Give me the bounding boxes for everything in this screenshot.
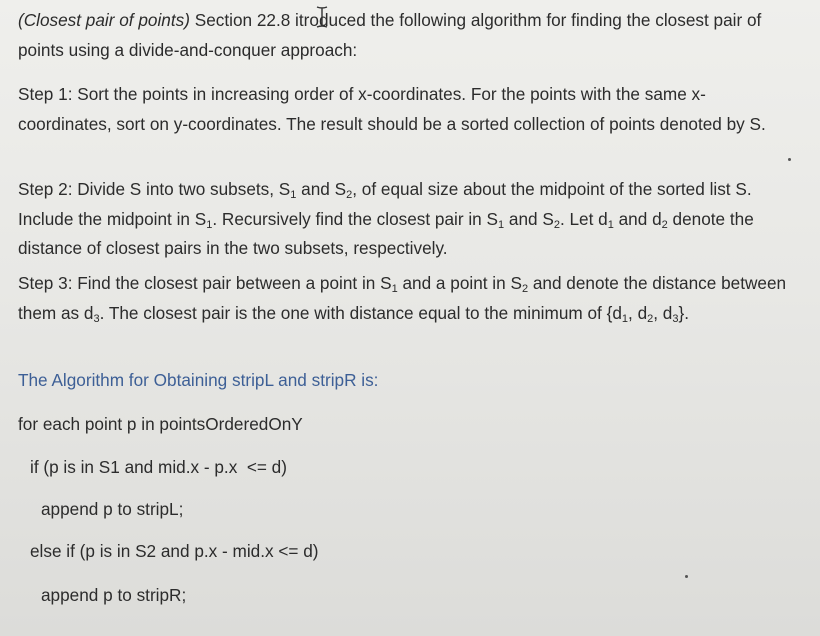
code-line-4: else if (p is in S2 and p.x - mid.x <= d) — [30, 541, 319, 561]
text-cursor-icon — [315, 6, 329, 28]
code-line-2: if (p is in S1 and mid.x - p.x <= d) — [30, 457, 287, 477]
code-line-1: for each point p in pointsOrderedOnY — [18, 414, 303, 434]
algorithm-heading: The Algorithm for Obtaining stripL and stripR is: — [18, 370, 379, 390]
step3-paragraph: Step 3: Find the closest pair between a point in $S_1$ and a point in $S_2$ and denote the distance between them as $d_3$. The closest pair is the one with distance equal to the minimum of {$d_1$, $d_2$, $d_3$}. — [18, 273, 787, 325]
code-line-5: append p to stripR; — [41, 585, 187, 605]
problem-title: (Closest pair of points) — [18, 10, 190, 30]
step2-paragraph: Step 2: Divide S into two subsets, $S_1$ and $S_2$, of equal size about the midpoint of the sorted list S. Include the midpoint in $S_1$. Recursively find the closest pair in $S_1$ and $S_2$. Let $d_1$ and $d_2$ denote the distance of closest pairs in the two subsets, respectively. — [18, 179, 754, 258]
speck-mark — [685, 575, 688, 578]
intro-paragraph: (Closest pair of points) Section 22.8 itroduced the following algorithm for finding the closest pair of points using a divide-and-conquer approach: — [18, 10, 762, 60]
step1-paragraph: Step 1: Sort the points in increasing order of x-coordinates. For the points with the same x-coordinates, sort on y-coordinates. The result should be a sorted collection of points denoted by S. — [18, 84, 766, 134]
code-line-3: append p to stripL; — [41, 499, 184, 519]
speck-mark — [788, 158, 791, 161]
